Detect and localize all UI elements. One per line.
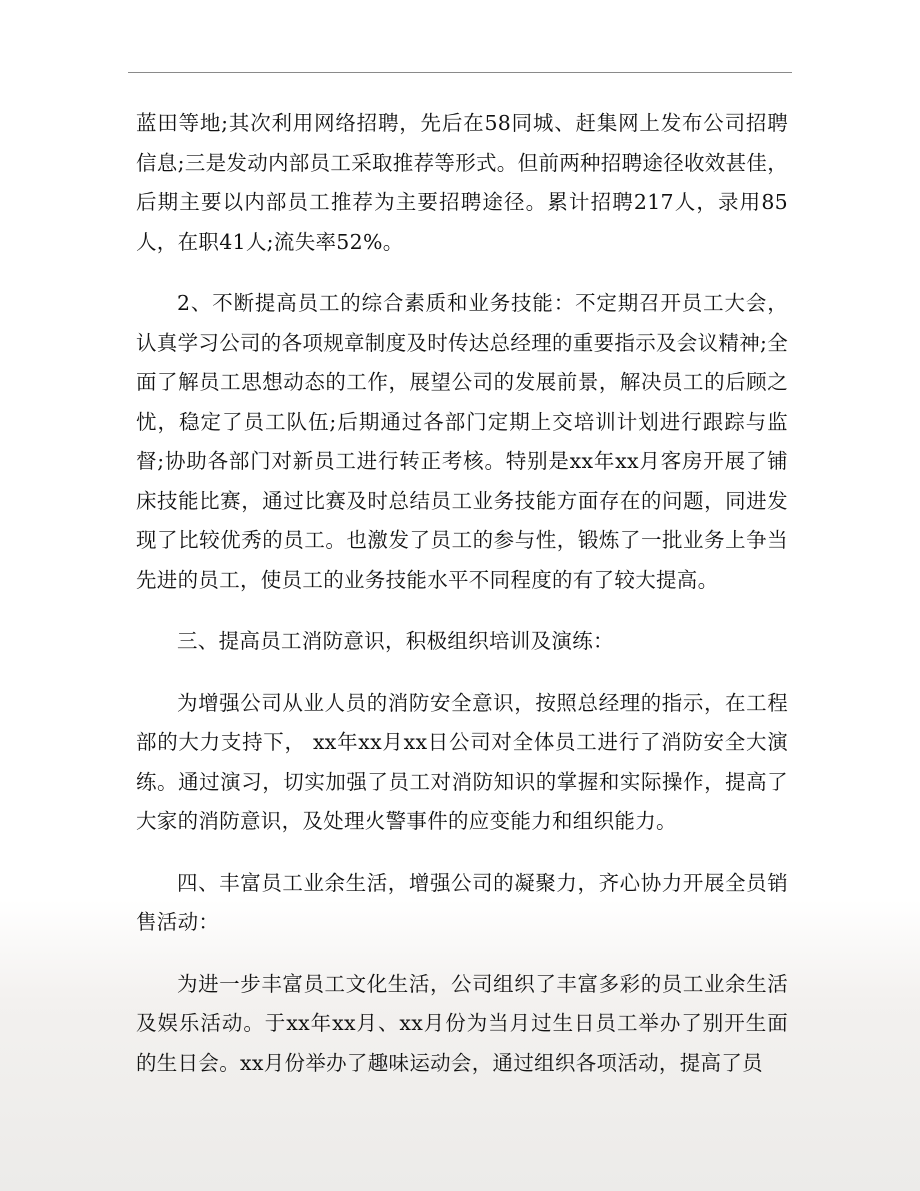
heading-employee-life: 四、丰富员工业余生活，增强公司的凝聚力，齐心协力开展全员销售活动： (136, 870, 788, 934)
heading-fire-safety: 三、提高员工消防意识，积极组织培训及演练： (177, 629, 614, 653)
document-body (136, 104, 788, 1105)
header-rule (128, 72, 792, 73)
paragraph-recruitment: 蓝田等地;其次利用网络招聘，先后在58同城、赶集网上发布公司招聘信息;三是发动内部员工采取推荐等形式。但前两种招聘途径收效甚佳，后期主要以内部员工推荐为主要招聘途径。累计招聘217人，录用85人，在职41人;流失率52%。 (136, 111, 789, 254)
paragraph-fire-drill: 为增强公司从业人员的消防安全意识，按照总经理的指示，在工程部的大力支持下， xx年xx月xx日公司对全体员工进行了消防安全大演练。通过演习，切实加强了员工对消防知识的掌握和实际操作，提高了大家的消防意识，及处理火警事件的应变能力和组织能力。 (136, 690, 788, 833)
paragraph-training: 2、不断提高员工的综合素质和业务技能：不定期召开员工大会，认真学习公司的各项规章制度及时传达总经理的重要指示及会议精神;全面了解员工思想动态的工作，展望公司的发展前景，解决员工的后顾之忧，稳定了员工队伍;后期通过各部门定期上交培训计划进行跟踪与监督;协助各部门对新员工进行转正考核。特别是xx年xx月客房开展了铺床技能比赛，通过比赛及时总结员工业务技能方面存在的问题，同进发现了比较优秀的员工。也激发了员工的参与性，锻炼了一批业务上争当先进的员工，使员工的业务技能水平不同程度的有了较大提高。 (136, 291, 789, 592)
paragraph-activities: 为进一步丰富员工文化生活，公司组织了丰富多彩的员工业余生活及娱乐活动。于xx年xx月、xx月份为当月过生日员工举办了别开生面的生日会。xx月份举办了趣味运动会，通过组织各项活动，提高了员 (136, 971, 788, 1075)
